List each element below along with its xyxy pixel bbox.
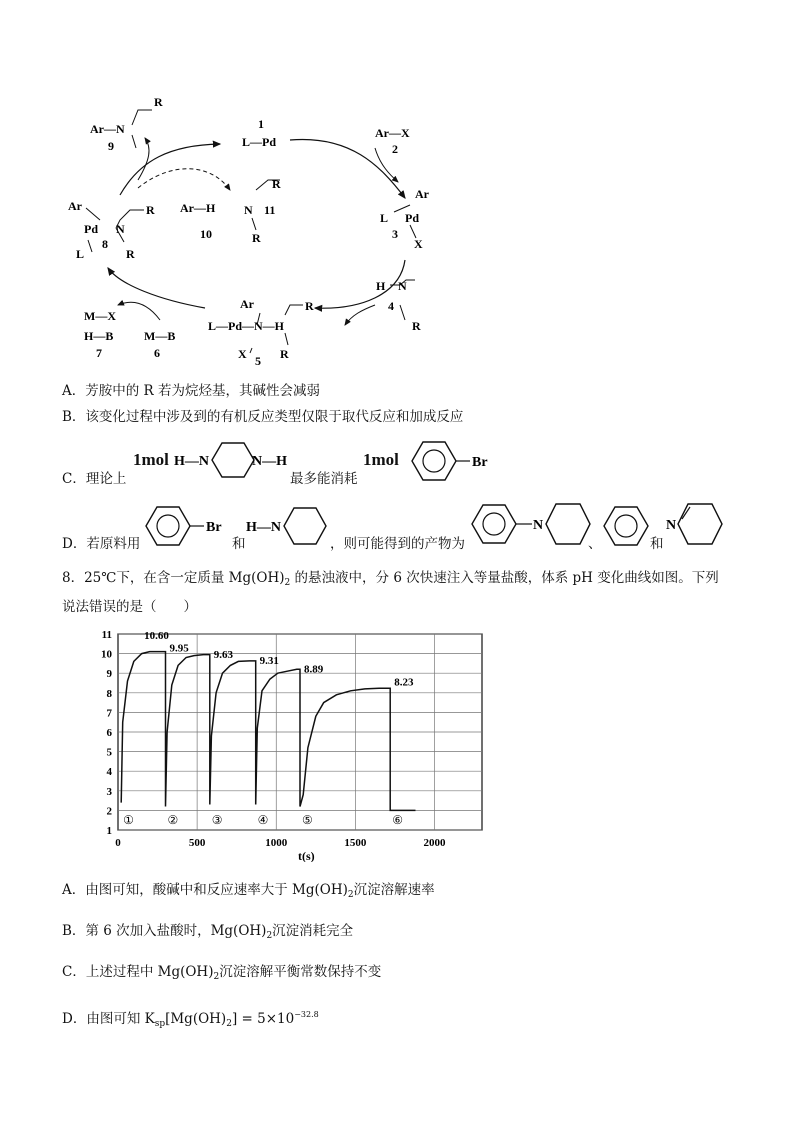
x-tick-label: 1000 (265, 837, 288, 849)
benzene-ring (146, 507, 190, 545)
addition-marker: ③ (211, 813, 223, 828)
y-tick-label: 5 (106, 746, 112, 759)
q8-c-text-1: C．上述过程中 Mg(OH) (62, 964, 214, 980)
ph-value-label: 8.89 (304, 663, 324, 676)
dashed-arrow-10-11 (138, 169, 230, 190)
y-tick-label: 7 (106, 707, 112, 720)
q7-option-b: B．该变化过程中涉及到的有机反应类型仅限于取代反应和加成反应 (62, 409, 464, 425)
ph-value-label: 9.95 (169, 642, 189, 655)
cycle-arrow-5-to-8 (108, 268, 205, 308)
benzene-structure (598, 497, 654, 559)
q8-option-c (62, 963, 381, 986)
y-tick-label: 4 (106, 766, 112, 779)
arrow-8-to-9 (138, 138, 149, 180)
piperidine-structure (242, 497, 332, 559)
sp4-h: H (376, 279, 386, 293)
sp3-pd: Pd (405, 211, 420, 225)
sp8-r2: R (126, 247, 135, 261)
sp7-num: 7 (96, 346, 102, 360)
q8-d-text-3: ] = 5×10 (231, 1011, 295, 1027)
q8-d-text-1: D．由图可知 K (62, 1011, 155, 1027)
benzene-ring (472, 505, 516, 543)
sp7-hb: H—B (84, 329, 114, 343)
q8-option-b (62, 922, 353, 945)
sp10-num: 10 (200, 227, 212, 241)
sp3-x: X (414, 237, 423, 251)
y-tick-label: 2 (106, 805, 112, 818)
q8-b-text-1: B．第 6 次加入盐酸时，Mg(OH) (62, 923, 267, 939)
bromo-label: Br (206, 520, 222, 535)
sp8-n: N (116, 222, 125, 236)
q8-a-text-2: 沉淀溶解速率 (353, 882, 435, 898)
ph-value-label: 8.23 (394, 676, 414, 689)
arrow-6-to-7 (118, 302, 160, 320)
piperidine-ring (546, 504, 590, 544)
q8-option-a (62, 881, 435, 904)
y-tick-label: 6 (106, 727, 112, 739)
benzene-circle (157, 515, 179, 537)
x-tick-label: 0 (115, 837, 121, 849)
y-tick-label: 3 (106, 785, 112, 798)
sp5-main: L—Pd—N—H (208, 319, 285, 333)
sp10-formula: Ar—H (180, 201, 216, 215)
benzene-ring (604, 507, 648, 545)
q8-stem-line-1 (62, 569, 719, 592)
sp11-r2: R (252, 231, 261, 245)
catalytic-cycle-diagram (60, 90, 480, 380)
ph-chart (70, 622, 500, 862)
sp3-ar: Ar (415, 187, 429, 201)
d-sep: 、 (588, 536, 602, 552)
sp8-ar: Ar (68, 199, 82, 213)
piperazine-structure (170, 425, 290, 497)
q8-stem-sub: 2 (284, 578, 291, 588)
y-tick-label: 1 (106, 825, 112, 837)
sp5-x: X (238, 347, 247, 361)
c-mol-1: 1mol (133, 450, 169, 469)
c-mol-2: 1mol (363, 450, 399, 469)
sp11-r1: R (272, 177, 281, 191)
tetrahydropyridine-ring (678, 504, 722, 544)
addition-marker: ④ (257, 813, 269, 828)
cycle-arrow-8-to-1 (120, 144, 220, 195)
q8-b-text-2: 沉淀消耗完全 (272, 923, 354, 939)
sp3-num: 3 (392, 227, 398, 241)
sp5-num: 5 (255, 354, 261, 368)
q8-d-sub: 2 (226, 1019, 232, 1029)
q8-d-sup: −32.8 (294, 1010, 319, 1019)
q8-a-text-1: A．由图可知，酸碱中和反应速率大于 Mg(OH) (62, 882, 348, 898)
sp1-num: 1 (258, 117, 264, 131)
bromobenzene-structure-d (140, 497, 232, 559)
y-tick-label: 10 (101, 648, 112, 661)
sp6-formula: M—B (144, 329, 176, 343)
arrow-4-in (345, 305, 375, 325)
bromobenzene-structure-c (406, 432, 498, 494)
q8-stem-line-2: 说法错误的是（ ） (62, 599, 197, 615)
sp8-pd: Pd (84, 222, 99, 236)
piperazine-hn: H—N (174, 454, 209, 469)
sp4-num: 4 (388, 299, 394, 313)
x-tick-label: 1500 (344, 837, 367, 849)
sp11-n: N (244, 203, 253, 217)
benzene-ring (412, 442, 456, 480)
x-tick-label: 500 (188, 837, 206, 849)
piperidine-hn: H—N (246, 520, 281, 535)
piperazine-nh: N—H (252, 454, 287, 469)
q7-option-c-prefix: C．理论上 (62, 471, 127, 487)
sp7-mx: M—X (84, 309, 116, 323)
chart-xlabel: t(s) (298, 849, 315, 862)
q8-c-text-2: 沉淀溶解平衡常数保持不变 (219, 964, 382, 980)
addition-marker: ① (123, 813, 134, 828)
sp8-r1: R (146, 203, 155, 217)
ph-series-line (121, 652, 415, 811)
tetrahydropyridine-n: N (666, 518, 677, 533)
bromo-label: Br (472, 455, 488, 470)
sp6-num: 6 (154, 346, 160, 360)
x-tick-label: 2000 (423, 837, 446, 849)
sp9-r: R (154, 95, 163, 109)
ph-value-label: 9.63 (213, 648, 234, 661)
sp5-r1: R (305, 299, 314, 313)
ph-value-label: 9.31 (259, 655, 279, 668)
q8-option-d (62, 1006, 319, 1033)
y-tick-label: 9 (106, 668, 112, 681)
q7-option-c-mid: 最多能消耗 (290, 471, 358, 487)
addition-marker: ⑥ (392, 813, 403, 828)
sp4-n: N (398, 279, 407, 293)
addition-marker: ② (167, 813, 179, 828)
ph-value-label: 10.60 (144, 629, 169, 642)
sp8-l: L (76, 247, 85, 261)
q7-option-a: A．芳胺中的 R 若为烷烃基，其碱性会减弱 (62, 383, 320, 399)
tetrahydropyridine-structure (664, 490, 726, 562)
piperidine-ring (284, 508, 326, 544)
sp9-main: Ar—N (90, 122, 125, 136)
addition-marker: ⑤ (302, 813, 313, 828)
sp1-formula: L—Pd (242, 135, 277, 149)
benzene-circle (615, 515, 637, 537)
q8-a-sub: 2 (347, 890, 354, 900)
sp2-num: 2 (392, 142, 398, 156)
q8-stem-a: 8．25℃下，在含一定质量 Mg(OH) (62, 570, 285, 586)
d-and-2: 和 (650, 536, 664, 552)
sp11-num: 11 (264, 203, 276, 217)
sp4-r: R (412, 319, 421, 333)
q8-c-sub: 2 (213, 972, 220, 982)
d-mid: ，则可能得到的产物为 (330, 536, 465, 552)
phenylpiperidine-n: N (533, 518, 544, 533)
sp5-ar: Ar (240, 297, 254, 311)
benzene-circle (423, 450, 445, 472)
sp8-num: 8 (102, 237, 108, 251)
sp2-formula: Ar—X (375, 126, 410, 140)
sp3-l: L (380, 211, 389, 225)
y-tick-label-top: 11 (101, 629, 112, 641)
chart-curve (121, 652, 415, 811)
d-and-1: 和 (232, 536, 246, 552)
q8-d-text-2: [Mg(OH) (165, 1011, 227, 1027)
y-tick-label: 8 (106, 687, 112, 700)
q8-b-sub: 2 (266, 931, 273, 941)
sp5-r2: R (280, 347, 289, 361)
q7-option-d-prefix: D．若原料用 (62, 536, 141, 552)
phenylpiperidine-structure (466, 490, 592, 562)
benzene-circle (483, 513, 505, 535)
q8-stem-b: 的悬浊液中，分 6 次快速注入等量盐酸，体系 pH 变化曲线如图。下列 (290, 570, 719, 586)
q8-d-sp: sp (154, 1019, 166, 1029)
cycle-arrow-1-to-3 (290, 139, 405, 198)
piperazine-ring (212, 443, 254, 477)
sp9-num: 9 (108, 139, 114, 153)
